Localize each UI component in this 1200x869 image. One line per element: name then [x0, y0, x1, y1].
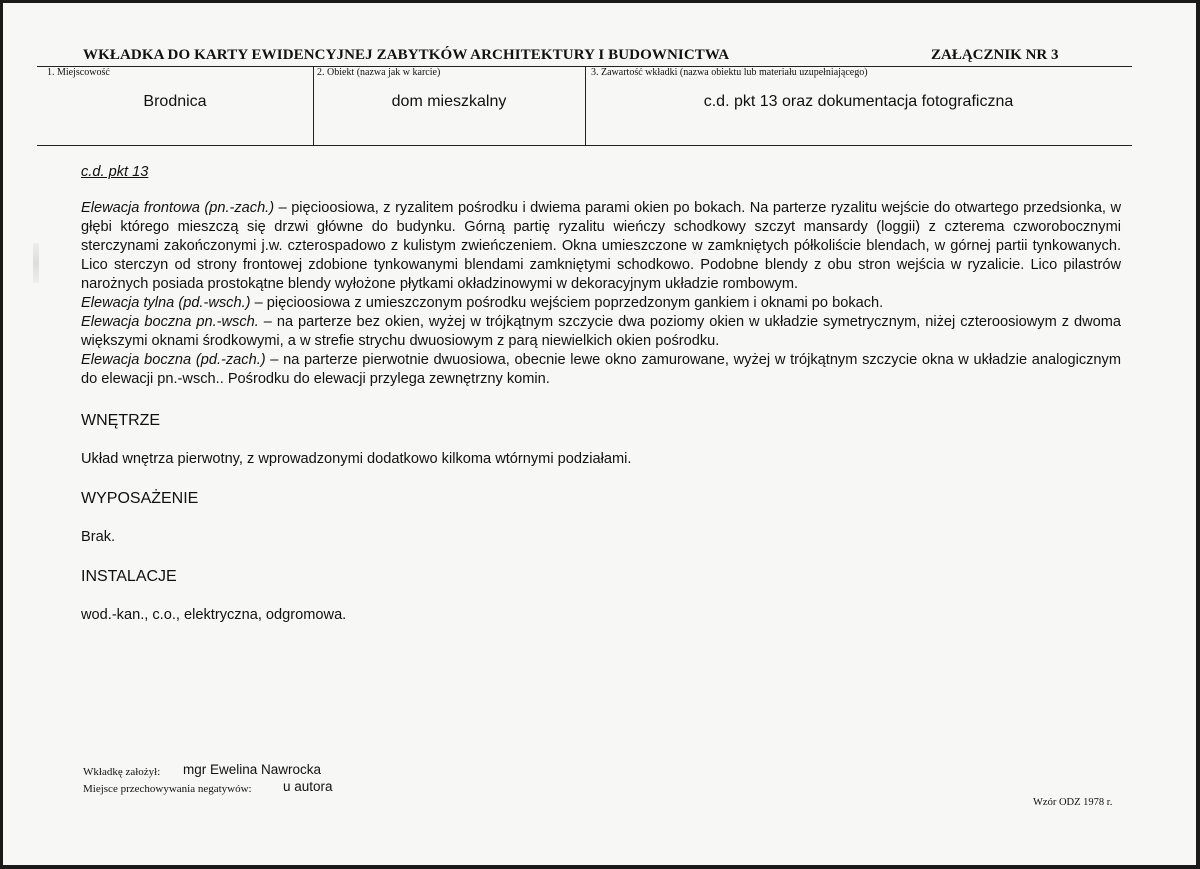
storage-value: u autora [283, 779, 333, 794]
elevation-label: Elewacja frontowa (pn.-zach.) [81, 200, 275, 216]
record-card [3, 3, 1196, 865]
form-title: WKŁADKA DO KARTY EWIDENCYJNEJ ZABYTKÓW ARCHITEKTURY I BUDOWNICTWA [83, 47, 730, 63]
section-text-installations: wod.-kan., c.o., elektryczna, odgromowa. [81, 607, 347, 623]
elevation-label: Elewacja boczna (pd.-zach.) [81, 352, 266, 368]
author-label: Wkładkę założył: [83, 766, 161, 778]
field-label-locality: 1. Miejscowość [47, 67, 110, 78]
field-label-contents: 3. Zawartość wkładki (nazwa obiektu lub materiału uzupełniającego) [591, 67, 868, 78]
elevation-text: na parterze bez okien, wyżej w trójkątnym szczycie dwa poziomy okien w układzie symetrycznym, niżej czteroosiowym z dwoma większymi oknami środkowymi, a w strefie strychu dwuosiowym z parą niewielkich okien pośrodku. [81, 314, 1121, 349]
field-value-object: dom mieszkalny [391, 93, 507, 110]
storage-label: Miejsce przechowywania negatywów: [83, 783, 252, 795]
field-label-object: 2. Obiekt (nazwa jak w karcie) [317, 67, 441, 78]
elevation-text: – pięcioosiowa, z ryzalitem pośrodku i dwiema parami okien po bokach. Na parterze ryzalitu wejście do otwartego przedsionka, w głębi którego mieszczą się drzwi główne do budynku. Górną partię ryzalitu wieńczy schodkowy szczyt mansardy (loggii) z czterema czworobocznymi sterczynami zakończonymi j.w. czterospadowo z kulistym zwieńczeniem. Okna umieszczone w zamkniętych półkoliście blendach, w górnej partii tynkowanych. Lico sterczyn od strony frontowej zdobione tynkowanymi blendami zamkniętymi schodkowo. Podobne blendy z obu stron wejścia w ryzalicie. Lico pilastrów narożnych posiada prostokątne blendy wyłożone płytkami okładzinowymi w dekoracyjnym układzie rombowym. [81, 200, 1122, 292]
section-text-interior: Układ wnętrza pierwotny, z wprowadzonymi dodatkowo kilkoma wtórnymi podziałami. [81, 451, 632, 467]
field-value-locality: Brodnica [143, 93, 207, 110]
section-title-installations: INSTALACJE [81, 568, 177, 585]
section-title-interior: WNĘTRZE [81, 412, 161, 429]
elevation-text: – pięcioosiowa z umieszczonym pośrodku wejściem poprzedzonym gankiem i oknami po bokach. [250, 295, 884, 311]
elevation-side-ne [81, 313, 1121, 351]
elevation-rear [81, 294, 1121, 313]
elevation-front [81, 199, 1121, 294]
elevation-side-sw [81, 351, 1121, 389]
elevation-label: Elewacja boczna pn.-wsch. – [81, 314, 277, 330]
annex-number: ZAŁĄCZNIK NR 3 [931, 47, 1059, 63]
elevation-text: – na parterze pierwotnie dwuosiowa, obecnie lewe okno zamurowane, wyżej w trójkątnym szczycie okna w układzie analogicznym do elewacji pn.-wsch.. Pośrodku do elewacji przylega zewnętrzny komin. [81, 352, 1121, 387]
field-value-contents: c.d. pkt 13 oraz dokumentacja fotograficzna [703, 93, 1014, 110]
scan-mark [33, 243, 39, 283]
description-body [81, 163, 1121, 625]
form-model: Wzór ODZ 1978 r. [1033, 797, 1113, 808]
section-text-equipment: Brak. [81, 529, 116, 545]
section-title-equipment: WYPOSAŻENIE [81, 490, 199, 507]
author-value: mgr Ewelina Nawrocka [183, 762, 322, 777]
elevation-label: Elewacja tylna (pd.-wsch.) [81, 295, 251, 311]
section-heading: c.d. pkt 13 [81, 164, 149, 180]
